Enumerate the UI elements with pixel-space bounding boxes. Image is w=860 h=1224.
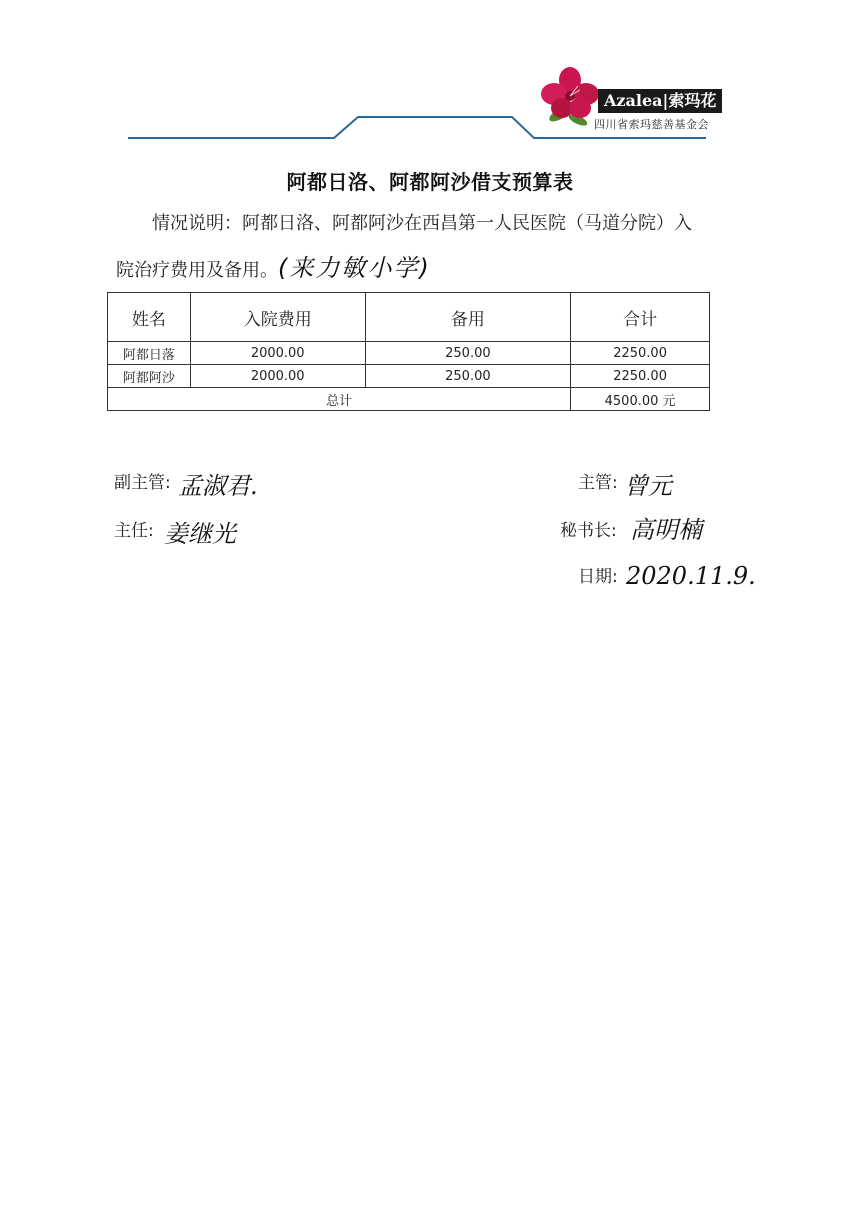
cell-name: 阿都阿沙 — [108, 365, 191, 388]
table-footer-row — [108, 388, 710, 411]
footer-label: 总计 — [108, 388, 571, 411]
situation-paragraph — [116, 202, 756, 293]
azalea-flower-icon — [540, 66, 602, 130]
paragraph-line-1: 情况说明：阿都日洛、阿都阿沙在西昌第一人民医院（马道分院）入 — [152, 213, 692, 234]
header-admission: 入院费用 — [190, 293, 365, 342]
director-signature: 姜继光 — [164, 520, 236, 548]
header-name: 姓名 — [108, 293, 191, 342]
cell-total: 2250.00 — [571, 342, 710, 365]
cell-reserve: 250.00 — [365, 365, 571, 388]
handwritten-school-note: (来力敏小学) — [278, 254, 431, 282]
logo-brand: Azalea|索玛花 — [598, 89, 722, 113]
foundation-logo — [538, 66, 718, 136]
director-label: 主任: — [114, 521, 154, 541]
footer-total: 4500.00 元 — [571, 388, 710, 411]
paragraph-line-2 — [116, 246, 756, 293]
cell-name: 阿都日落 — [108, 342, 191, 365]
header-rule — [0, 0, 860, 150]
deputy-supervisor-signature: 孟淑君. — [178, 472, 258, 500]
cell-admission: 2000.00 — [190, 342, 365, 365]
date-value: 2020.11.9. — [626, 562, 756, 590]
supervisor-signature: 曾元 — [624, 472, 672, 500]
secretary-general-label: 秘书长: — [560, 521, 617, 541]
document-title: 阿都日洛、阿都阿沙借支预算表 — [286, 170, 574, 194]
secretary-general-signature: 高明楠 — [630, 516, 702, 544]
supervisor-label: 主管: — [578, 473, 618, 493]
deputy-supervisor-label: 副主管: — [114, 473, 171, 493]
header-reserve: 备用 — [365, 293, 571, 342]
date-label: 日期: — [578, 567, 618, 587]
table-row — [108, 342, 710, 365]
cell-total: 2250.00 — [571, 365, 710, 388]
budget-table — [107, 292, 710, 411]
header-total: 合计 — [571, 293, 710, 342]
logo-org-name: 四川省索玛慈善基金会 — [594, 118, 709, 131]
table-header-row — [108, 293, 710, 342]
table-row — [108, 365, 710, 388]
cell-admission: 2000.00 — [190, 365, 365, 388]
paragraph-line-2-text: 院治疗费用及备用。 — [116, 260, 278, 281]
cell-reserve: 250.00 — [365, 342, 571, 365]
